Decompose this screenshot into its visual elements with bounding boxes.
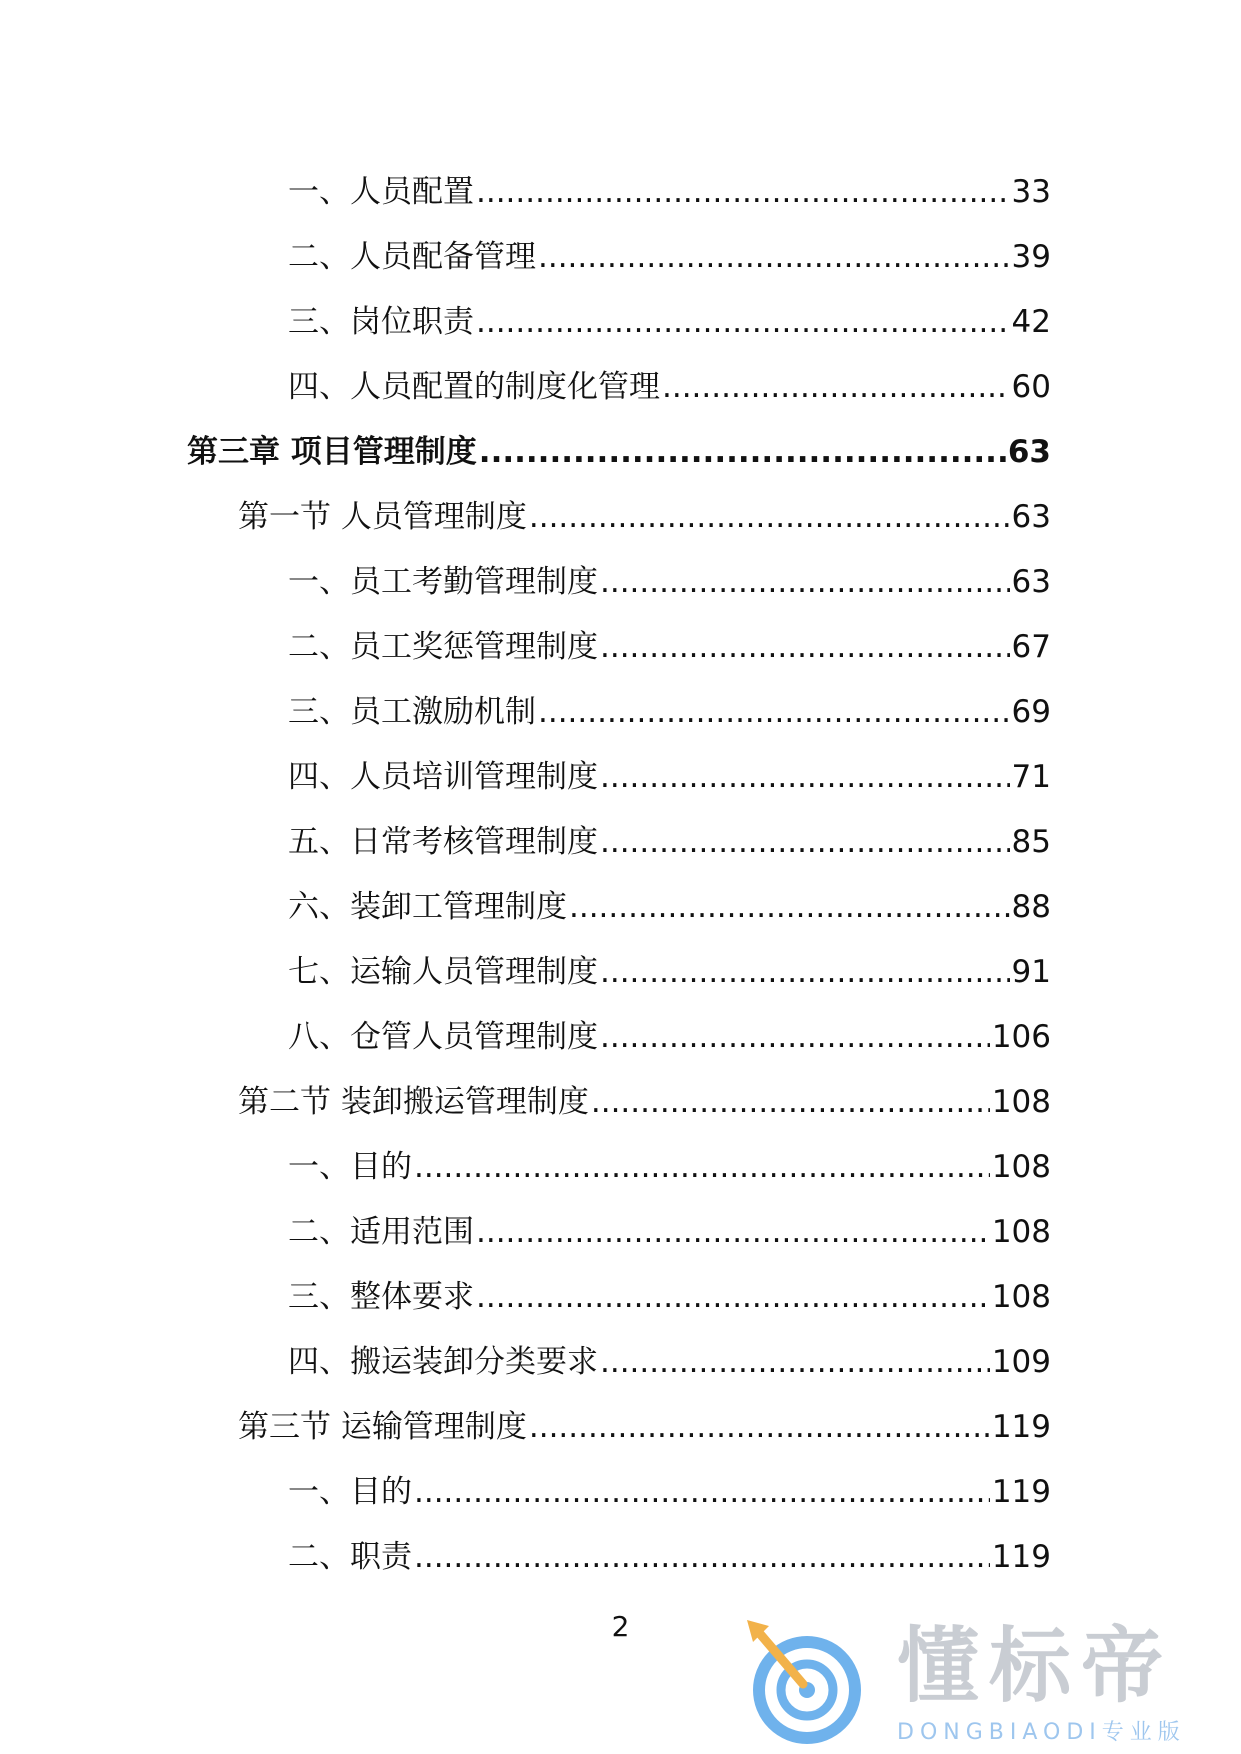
toc-leader-dots — [600, 940, 1010, 1005]
toc-entry-title: 第一节 人员管理制度 — [238, 499, 527, 535]
toc-leader-dots — [600, 745, 1010, 810]
toc-entry-page: 42 — [1011, 304, 1051, 340]
toc-entry-title: 二、适用范围 — [288, 1214, 474, 1250]
toc-entry[interactable] — [0, 1460, 1241, 1525]
toc-entry-title: 第三节 运输管理制度 — [238, 1409, 527, 1445]
toc-entry-page: 91 — [1011, 954, 1051, 990]
toc-entry-page: 119 — [991, 1539, 1051, 1575]
toc-leader-dots — [600, 1005, 990, 1070]
toc-entry-page: 119 — [991, 1474, 1051, 1510]
toc-entry-title: 二、人员配备管理 — [288, 239, 536, 275]
toc-entry-page: 63 — [1007, 434, 1051, 470]
toc-entry-page: 108 — [991, 1084, 1051, 1120]
toc-entry-title: 四、搬运装卸分类要求 — [288, 1344, 598, 1380]
toc-section-entry[interactable] — [0, 1395, 1241, 1460]
table-of-contents — [0, 160, 1241, 1590]
toc-entry[interactable] — [0, 615, 1241, 680]
toc-entry-title: 三、整体要求 — [288, 1279, 474, 1315]
toc-entry-page: 39 — [1011, 239, 1051, 275]
toc-section-entry[interactable] — [0, 485, 1241, 550]
toc-entry-title: 二、员工奖惩管理制度 — [288, 629, 598, 665]
toc-leader-dots — [600, 550, 1010, 615]
toc-entry[interactable] — [0, 290, 1241, 355]
toc-entry-title: 一、员工考勤管理制度 — [288, 564, 598, 600]
toc-entry[interactable] — [0, 1525, 1241, 1590]
toc-entry-page: 109 — [991, 1344, 1051, 1380]
toc-leader-dots — [538, 225, 1010, 290]
toc-chapter-entry[interactable] — [0, 420, 1241, 485]
toc-entry-page: 69 — [1011, 694, 1051, 730]
toc-entry-page: 67 — [1011, 629, 1051, 665]
toc-leader-dots — [414, 1460, 990, 1525]
toc-leader-dots — [569, 875, 1010, 940]
toc-entry-title: 第三章 项目管理制度 — [187, 434, 477, 470]
toc-entry-title: 一、人员配置 — [288, 174, 474, 210]
toc-entry[interactable] — [0, 1005, 1241, 1070]
toc-leader-dots — [476, 1200, 990, 1265]
toc-entry[interactable] — [0, 1200, 1241, 1265]
toc-entry[interactable] — [0, 160, 1241, 225]
toc-entry-title: 五、日常考核管理制度 — [288, 824, 598, 860]
toc-entry[interactable] — [0, 1265, 1241, 1330]
toc-entry-title: 七、运输人员管理制度 — [288, 954, 598, 990]
toc-entry-page: 119 — [991, 1409, 1051, 1445]
toc-leader-dots — [600, 1330, 990, 1395]
toc-entry[interactable] — [0, 745, 1241, 810]
toc-leader-dots — [591, 1070, 990, 1135]
toc-leader-dots — [479, 420, 1006, 485]
toc-entry-title: 三、岗位职责 — [288, 304, 474, 340]
toc-entry-page: 85 — [1011, 824, 1051, 860]
target-arrow-icon — [745, 1620, 865, 1748]
toc-entry[interactable] — [0, 875, 1241, 940]
toc-entry-page: 106 — [991, 1019, 1051, 1055]
toc-entry[interactable] — [0, 1135, 1241, 1200]
toc-entry-title: 四、人员配置的制度化管理 — [288, 369, 660, 405]
toc-leader-dots — [414, 1525, 990, 1590]
toc-leader-dots — [600, 615, 1010, 680]
toc-entry-title: 四、人员培训管理制度 — [288, 759, 598, 795]
toc-entry[interactable] — [0, 355, 1241, 420]
toc-leader-dots — [600, 810, 1010, 875]
toc-entry[interactable] — [0, 810, 1241, 875]
toc-entry-title: 一、目的 — [288, 1474, 412, 1510]
toc-leader-dots — [538, 680, 1010, 745]
watermark-subtitle: DONGBIAODI专业版 — [897, 1720, 1186, 1745]
toc-entry-page: 108 — [991, 1149, 1051, 1185]
watermark — [745, 1620, 1225, 1748]
toc-entry[interactable] — [0, 550, 1241, 615]
toc-leader-dots — [476, 1265, 990, 1330]
toc-entry-title: 一、目的 — [288, 1149, 412, 1185]
toc-leader-dots — [529, 485, 1010, 550]
toc-leader-dots — [414, 1135, 990, 1200]
toc-entry-page: 108 — [991, 1279, 1051, 1315]
toc-entry-page: 63 — [1011, 564, 1051, 600]
toc-section-entry[interactable] — [0, 1070, 1241, 1135]
toc-entry-page: 33 — [1011, 174, 1051, 210]
toc-entry-page: 71 — [1011, 759, 1051, 795]
toc-entry-page: 88 — [1011, 889, 1051, 925]
toc-entry[interactable] — [0, 1330, 1241, 1395]
toc-leader-dots — [476, 160, 1010, 225]
toc-leader-dots — [476, 290, 1010, 355]
toc-entry-title: 二、职责 — [288, 1539, 412, 1575]
toc-entry-title: 第二节 装卸搬运管理制度 — [238, 1084, 589, 1120]
toc-entry-page: 63 — [1011, 499, 1051, 535]
watermark-title: 懂标帝 — [897, 1619, 1174, 1714]
toc-entry-title: 三、员工激励机制 — [288, 694, 536, 730]
toc-entry[interactable] — [0, 225, 1241, 290]
page-number: 2 — [611, 1610, 630, 1643]
toc-leader-dots — [529, 1395, 990, 1460]
toc-entry-title: 八、仓管人员管理制度 — [288, 1019, 598, 1055]
toc-entry-page: 60 — [1011, 369, 1051, 405]
toc-leader-dots — [662, 355, 1010, 420]
toc-entry[interactable] — [0, 680, 1241, 745]
toc-entry-page: 108 — [991, 1214, 1051, 1250]
toc-entry-title: 六、装卸工管理制度 — [288, 889, 567, 925]
toc-entry[interactable] — [0, 940, 1241, 1005]
